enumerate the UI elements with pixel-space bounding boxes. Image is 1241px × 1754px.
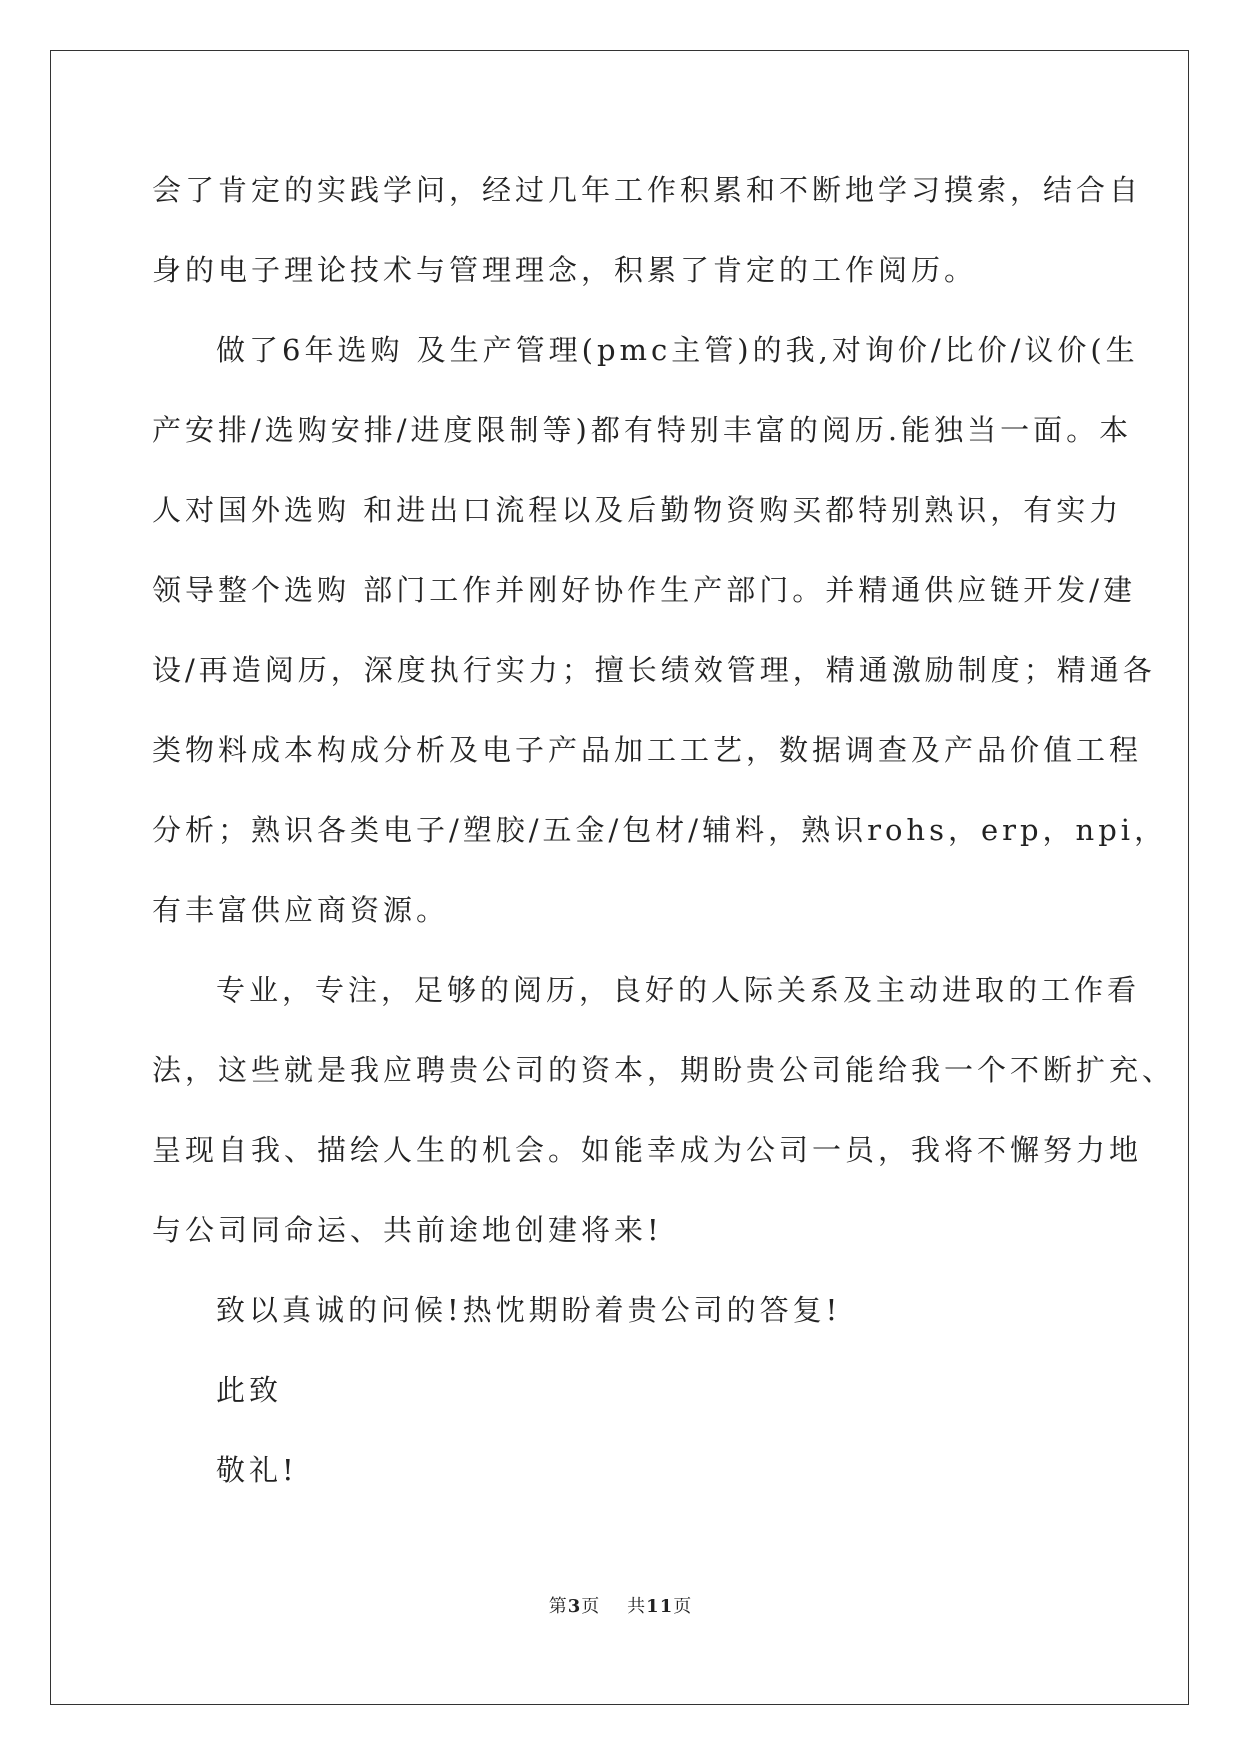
footer-page-current: 3 bbox=[567, 1596, 582, 1617]
letter-body bbox=[152, 160, 1176, 1520]
footer-page-total: 11 bbox=[646, 1596, 674, 1617]
text-line: 产安排/选购安排/进度限制等)都有特别丰富的阅历.能独当一面。本 bbox=[152, 413, 1133, 447]
footer-mid: 页 共 bbox=[581, 1596, 647, 1617]
page-footer bbox=[0, 1592, 1241, 1618]
text-line: 类物料成本构成分析及电子产品加工工艺，数据调查及产品价值工程 bbox=[152, 733, 1143, 767]
footer-prefix: 第 bbox=[548, 1596, 568, 1617]
closing-cizhi: 此致 bbox=[216, 1373, 283, 1407]
text-line: 人对国外选购 和进出口流程以及后勤物资购买都特别熟识，有实力 bbox=[152, 493, 1123, 527]
text-line: 领导整个选购 部门工作并刚好协作生产部门。并精通供应链开发/建 bbox=[152, 573, 1136, 607]
text-line: 设/再造阅历，深度执行实力；擅长绩效管理，精通激励制度；精通各 bbox=[152, 653, 1156, 687]
text-line: 与公司同命运、共前途地创建将来! bbox=[152, 1213, 663, 1247]
text-line: 做了6年选购 及生产管理(pmc主管)的我,对询价/比价/议价(生 bbox=[216, 333, 1139, 367]
footer-suffix: 页 bbox=[673, 1596, 693, 1617]
text-line: 有丰富供应商资源。 bbox=[152, 893, 450, 927]
closing-greeting: 致以真诚的问候!热忱期盼着贵公司的答复! bbox=[216, 1293, 842, 1327]
text-line: 会了肯定的实践学问，经过几年工作积累和不断地学习摸索，结合自 bbox=[152, 173, 1143, 207]
text-line: 法，这些就是我应聘贵公司的资本，期盼贵公司能给我一个不断扩充、 bbox=[152, 1053, 1176, 1087]
text-line: 呈现自我、描绘人生的机会。如能幸成为公司一员，我将不懈努力地 bbox=[152, 1133, 1143, 1167]
text-line: 专业，专注，足够的阅历，良好的人际关系及主动进取的工作看 bbox=[216, 973, 1141, 1007]
text-line: 身的电子理论技术与管理理念，积累了肯定的工作阅历。 bbox=[152, 253, 978, 287]
closing-jingli: 敬礼! bbox=[216, 1453, 298, 1487]
text-line: 分析；熟识各类电子/塑胶/五金/包材/辅料，熟识rohs，erp，npi， bbox=[152, 813, 1168, 847]
